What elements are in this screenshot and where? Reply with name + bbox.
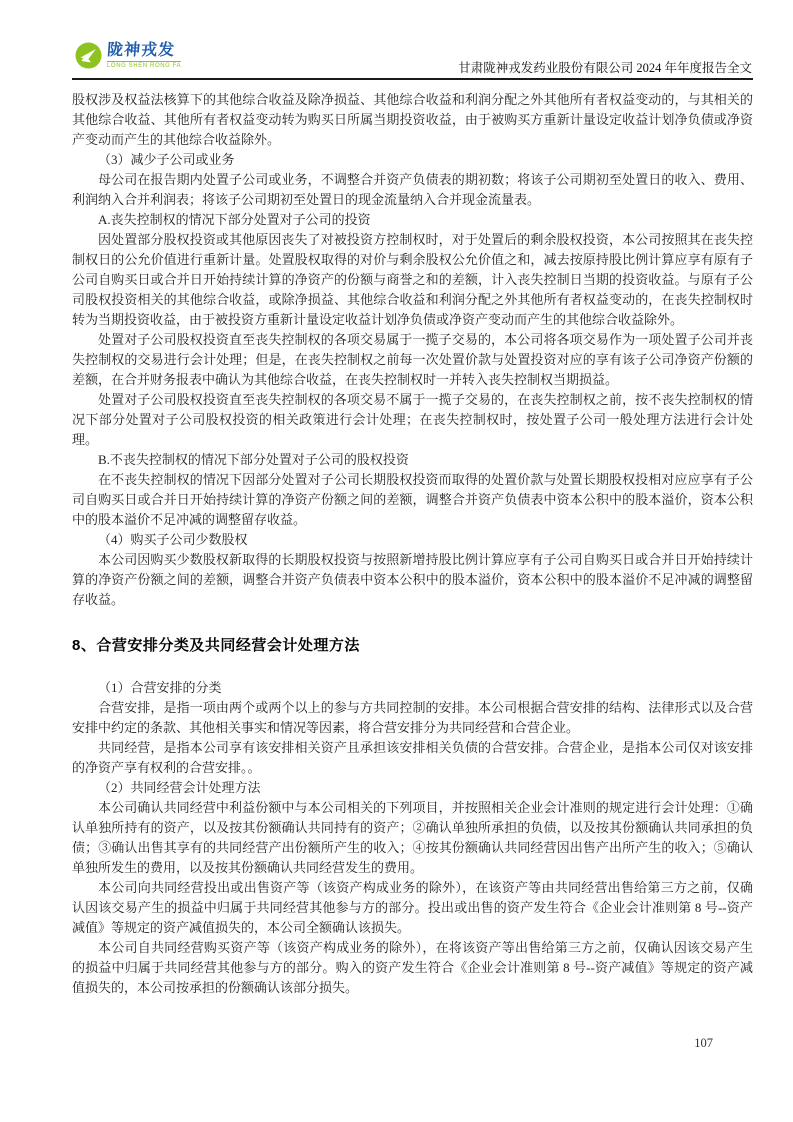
paragraph: 在不丧失控制权的情况下因部分处置对子公司长期股权投资而取得的处置价款与处置长期股权投相对应应享有子公司自购买日或合并日开始持续计算的净资产份额之间的差额，调整合并资产负债表中资本公积中的股本溢价，资本公积中的股本溢价不足冲减的调整留存收益。 xyxy=(72,472,753,527)
paragraph: 合营安排，是指一项由两个或两个以上的参与方共同控制的安排。本公司根据合营安排的结构、法律形式以及合营安排中约定的条款、其他相关事实和情况等因素，将合营安排分为共同经营和合营企业。 xyxy=(72,700,753,735)
section-heading: 8、合营安排分类及共同经营会计处理方法 xyxy=(72,637,360,654)
paragraph: （2）共同经营会计处理方法 xyxy=(98,780,261,795)
company-logo xyxy=(75,42,181,69)
paragraph: 本公司自共同经营购买资产等（该资产构成业务的除外），在将该资产等出售给第三方之前，仅确认因该交易产生的损益中归属于共同经营其他参与方的部分。购入的资产发生符合《企业会计准则第 8 号--资产减值》等规定的资产减值损失的，本公司按承担的份额确认该部分损失。 xyxy=(72,940,753,995)
document-body xyxy=(72,90,753,998)
paragraph: 处置对子公司股权投资直至丧失控制权的各项交易不属于一揽子交易的，在丧失控制权之前，按不丧失控制权的情况下部分处置对子公司股权投资的相关政策进行会计处理；在丧失控制权时，按处置子公司一般处理方法进行会计处理。 xyxy=(72,392,753,447)
report-title: 甘肃陇神戎发药业股份有限公司 2024 年年度报告全文 xyxy=(458,61,752,75)
paragraph: 母公司在报告期内处置子公司或业务，不调整合并资产负债表的期初数；将该子公司期初至处置日的收入、费用、利润纳入合并利润表；将该子公司期初至处置日的现金流量纳入合并现金流量表。 xyxy=(72,172,753,207)
paragraph: 本公司确认共同经营中利益份额中与本公司相关的下列项目，并按照相关企业会计准则的规定进行会计处理：①确认单独所持有的资产，以及按其份额确认共同持有的资产；②确认单独所承担的负债，以及按其份额确认共同承担的负债；③确认出售其享有的共同经营产出份额所产生的收入；④按其份额确认共同经营因出售产出所产生的收入；⑤确认单独所发生的费用，以及按其份额确认共同经营发生的费用。 xyxy=(72,800,753,875)
paragraph: （4）购买子公司少数股权 xyxy=(98,532,248,547)
paragraph: 共同经营，是指本公司享有该安排相关资产且承担该安排相关负债的合营安排。合营企业，是指本公司仅对该安排的净资产享有权利的合营安排。。 xyxy=(72,740,753,775)
paragraph: 本公司向共同经营投出或出售资产等（该资产构成业务的除外），在该资产等由共同经营出售给第三方之前，仅确认因该交易产生的损益中归属于共同经营其他参与方的部分。投出或出售的资产发生符合《企业会计准则第 8 号--资产减值》等规定的资产减值损失的，本公司全额确认该损失。 xyxy=(72,880,753,935)
page-header xyxy=(75,42,752,76)
logo-bird-icon xyxy=(75,42,102,69)
paragraph: 因处置部分股权投资或其他原因丧失了对被投资方控制权时，对于处置后的剩余股权投资，本公司按照其在丧失控制权日的公允价值进行重新计量。处置股权取得的对价与剩余股权公允价值之和，减去按原持股比例计算应享有原有子公司自购买日或合并日开始持续计算的净资产的份额与商誉之和的差额，计入丧失控制日当期的投资收益。与原有子公司股权投资相关的其他综合收益，或除净损益、其他综合收益和利润分配之外其他所有者权益变动的，在丧失控制权时转为当期投资收益，由于被投资方重新计量设定收益计划净负债或净资产变动而产生的其他综合收益除外。 xyxy=(72,232,753,327)
paragraph: 股权涉及权益法核算下的其他综合收益及除净损益、其他综合收益和利润分配之外其他所有者权益变动的，与其相关的其他综合收益、其他所有者权益变动转为购买日所属当期投资收益，由于被购买方重新计量设定收益计划净负债或净资产变动而产生的其他综合收益除外。 xyxy=(72,92,753,147)
logo-name-cn: 陇神戎发 xyxy=(106,41,176,59)
logo-text xyxy=(107,43,181,69)
page-number: 107 xyxy=(694,1036,713,1050)
paragraph: （3）减少子公司或业务 xyxy=(98,152,235,167)
logo-name-en: LONG SHEN RONG FA xyxy=(107,62,182,69)
header-divider xyxy=(72,78,753,80)
paragraph: 本公司因购买少数股权新取得的长期股权投资与按照新增持股比例计算应享有子公司自购买日或合并日开始持续计算的净资产份额之间的差额，调整合并资产负债表中资本公积中的股本溢价，资本公积中的股本溢价不足冲减的调整留存收益。 xyxy=(72,552,753,607)
paragraph: （1）合营安排的分类 xyxy=(98,680,222,695)
paragraph: 处置对子公司股权投资直至丧失控制权的各项交易属于一揽子交易的，本公司将各项交易作为一项处置子公司并丧失控制权的交易进行会计处理；但是，在丧失控制权之前每一次处置价款与处置投资对应的享有该子公司净资产份额的差额，在合并财务报表中确认为其他综合收益，在丧失控制权时一并转入丧失控制权当期损益。 xyxy=(72,332,753,387)
paragraph: A.丧失控制权的情况下部分处置对子公司的投资 xyxy=(98,212,371,227)
paragraph: B.不丧失控制权的情况下部分处置对子公司的股权投资 xyxy=(98,452,409,467)
